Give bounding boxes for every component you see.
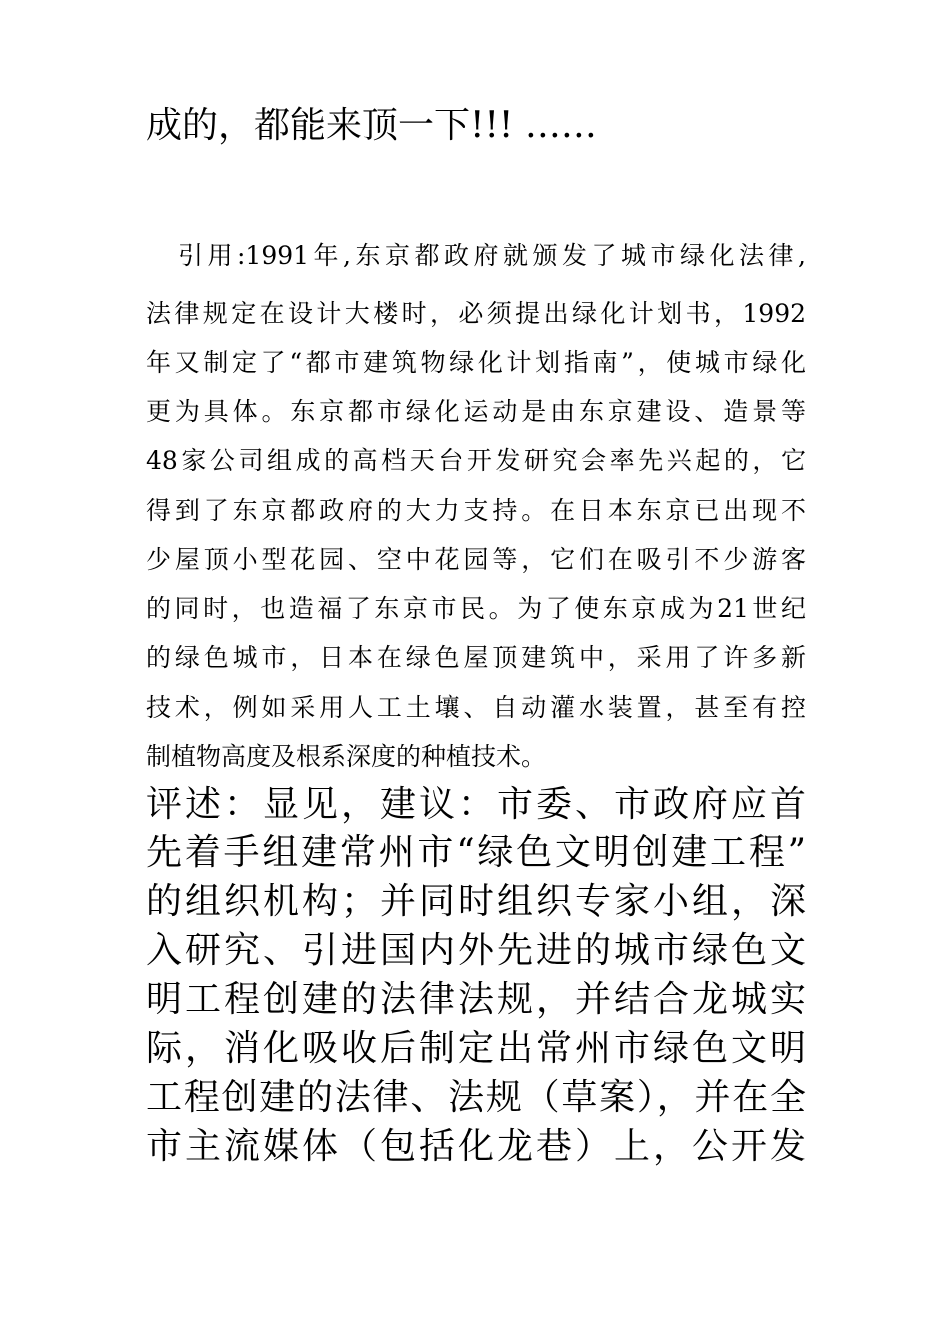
quote-line: 少屋顶小型花园、空中花园等，它们在吸引不少游客 <box>146 545 806 574</box>
review-line: 的组织机构；并同时组织专家小组，深 <box>146 881 806 922</box>
quote-line: 年又制定了“都市建筑物绿化计划指南”，使城市绿化 <box>146 348 806 377</box>
review-line: 先着手组建常州市“绿色文明创建工程” <box>146 832 806 873</box>
quote-line: 法律规定在设计大楼时，必须提出绿化计划书，1992 <box>146 299 806 328</box>
quote-line: 技术，例如采用人工土壤、自动灌水装置，甚至有控 <box>146 693 806 722</box>
quote-line: 48家公司组成的高档天台开发研究会率先兴起的，它 <box>146 446 806 475</box>
quote-line: 的绿色城市，日本在绿色屋顶建筑中，采用了许多新 <box>146 643 806 672</box>
review-line: 工程创建的法律、法规（草案），并在全 <box>146 1077 806 1118</box>
review-line: 明工程创建的法律法规，并结合龙城实 <box>146 979 806 1020</box>
quote-line: 得到了东京都政府的大力支持。在日本东京已出现不 <box>146 496 806 525</box>
quote-line: 的同时，也造福了东京市民。为了使东京成为21世纪 <box>146 594 806 623</box>
review-line: 际，消化吸收后制定出常州市绿色文明 <box>146 1028 806 1069</box>
review-line: 市主流媒体（包括化龙巷）上，公开发 <box>146 1126 806 1167</box>
review-line: 入研究、引进国内外先进的城市绿色文 <box>146 930 806 971</box>
review-line: 评述：显见，建议：市委、市政府应首 <box>146 784 806 825</box>
quote-line: 制植物高度及根系深度的种植技术。 <box>146 742 547 771</box>
continuation-line: 成的，都能来顶一下!!! …… <box>146 105 597 146</box>
quote-line: 引用:1991年,东京都政府就颁发了城市绿化法律, <box>178 241 806 270</box>
quote-line: 更为具体。东京都市绿化运动是由东京建设、造景等 <box>146 397 806 426</box>
